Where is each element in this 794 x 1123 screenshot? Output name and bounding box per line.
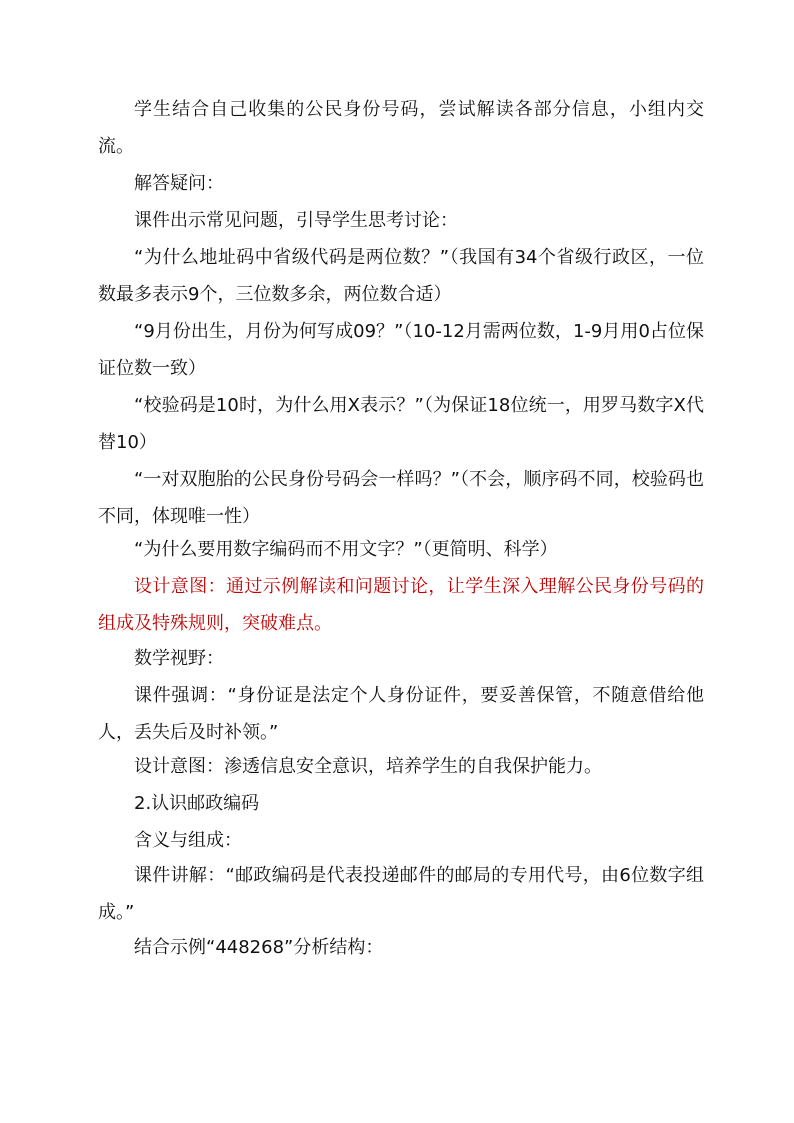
paragraph-courseware-explanation: 课件讲解：“邮政编码是代表投递邮件的邮局的专用代号，由6位数字组成。” bbox=[98, 865, 704, 923]
paragraph-question-digits: “为什么要用数字编码而不用文字？”（更简明、科学） bbox=[134, 539, 558, 560]
section-heading-postal-code: 2.认识邮政编码 bbox=[134, 793, 260, 814]
paragraph-question-twins: “一对双胞胎的公民身份号码会一样吗？”（不会，顺序码不同，校验码也不同，体现唯一性） bbox=[98, 469, 704, 527]
paragraph-question-month: “9月份出生，月份为何写成09？”（10-12月需两位数，1-9月用0占位保证位数一致） bbox=[98, 321, 704, 379]
paragraph-meaning-heading: 含义与组成： bbox=[134, 830, 242, 851]
paragraph-design-intent-2: 设计意图：渗透信息安全意识，培养学生的自我保护能力。 bbox=[134, 756, 602, 777]
paragraph-student-activity: 学生结合自己收集的公民身份号码，尝试解读各部分信息，小组内交流。 bbox=[98, 99, 704, 157]
paragraph-question-check-code: “校验码是10时，为什么用X表示？”（为保证18位统一，用罗马数字X代替10） bbox=[98, 395, 704, 453]
paragraph-courseware-questions: 课件出示常见问题，引导学生思考讨论： bbox=[134, 210, 458, 231]
paragraph-courseware-emphasis: 课件强调：“身份证是法定个人身份证件，要妥善保管，不随意借给他人，丢失后及时补领。” bbox=[98, 685, 704, 743]
paragraph-answer-heading: 解答疑问： bbox=[134, 173, 224, 194]
paragraph-example-analysis: 结合示例“448268”分析结构： bbox=[134, 937, 384, 958]
paragraph-design-intent-1: 设计意图：通过示例解读和问题讨论，让学生深入理解公民身份号码的组成及特殊规则，突破难点。 bbox=[98, 576, 704, 634]
paragraph-question-province-code: “为什么地址码中省级代码是两位数？”（我国有34个省级行政区，一位数最多表示9个，三位数多余，两位数合适） bbox=[98, 247, 704, 305]
paragraph-math-vision-heading: 数学视野： bbox=[134, 648, 224, 669]
